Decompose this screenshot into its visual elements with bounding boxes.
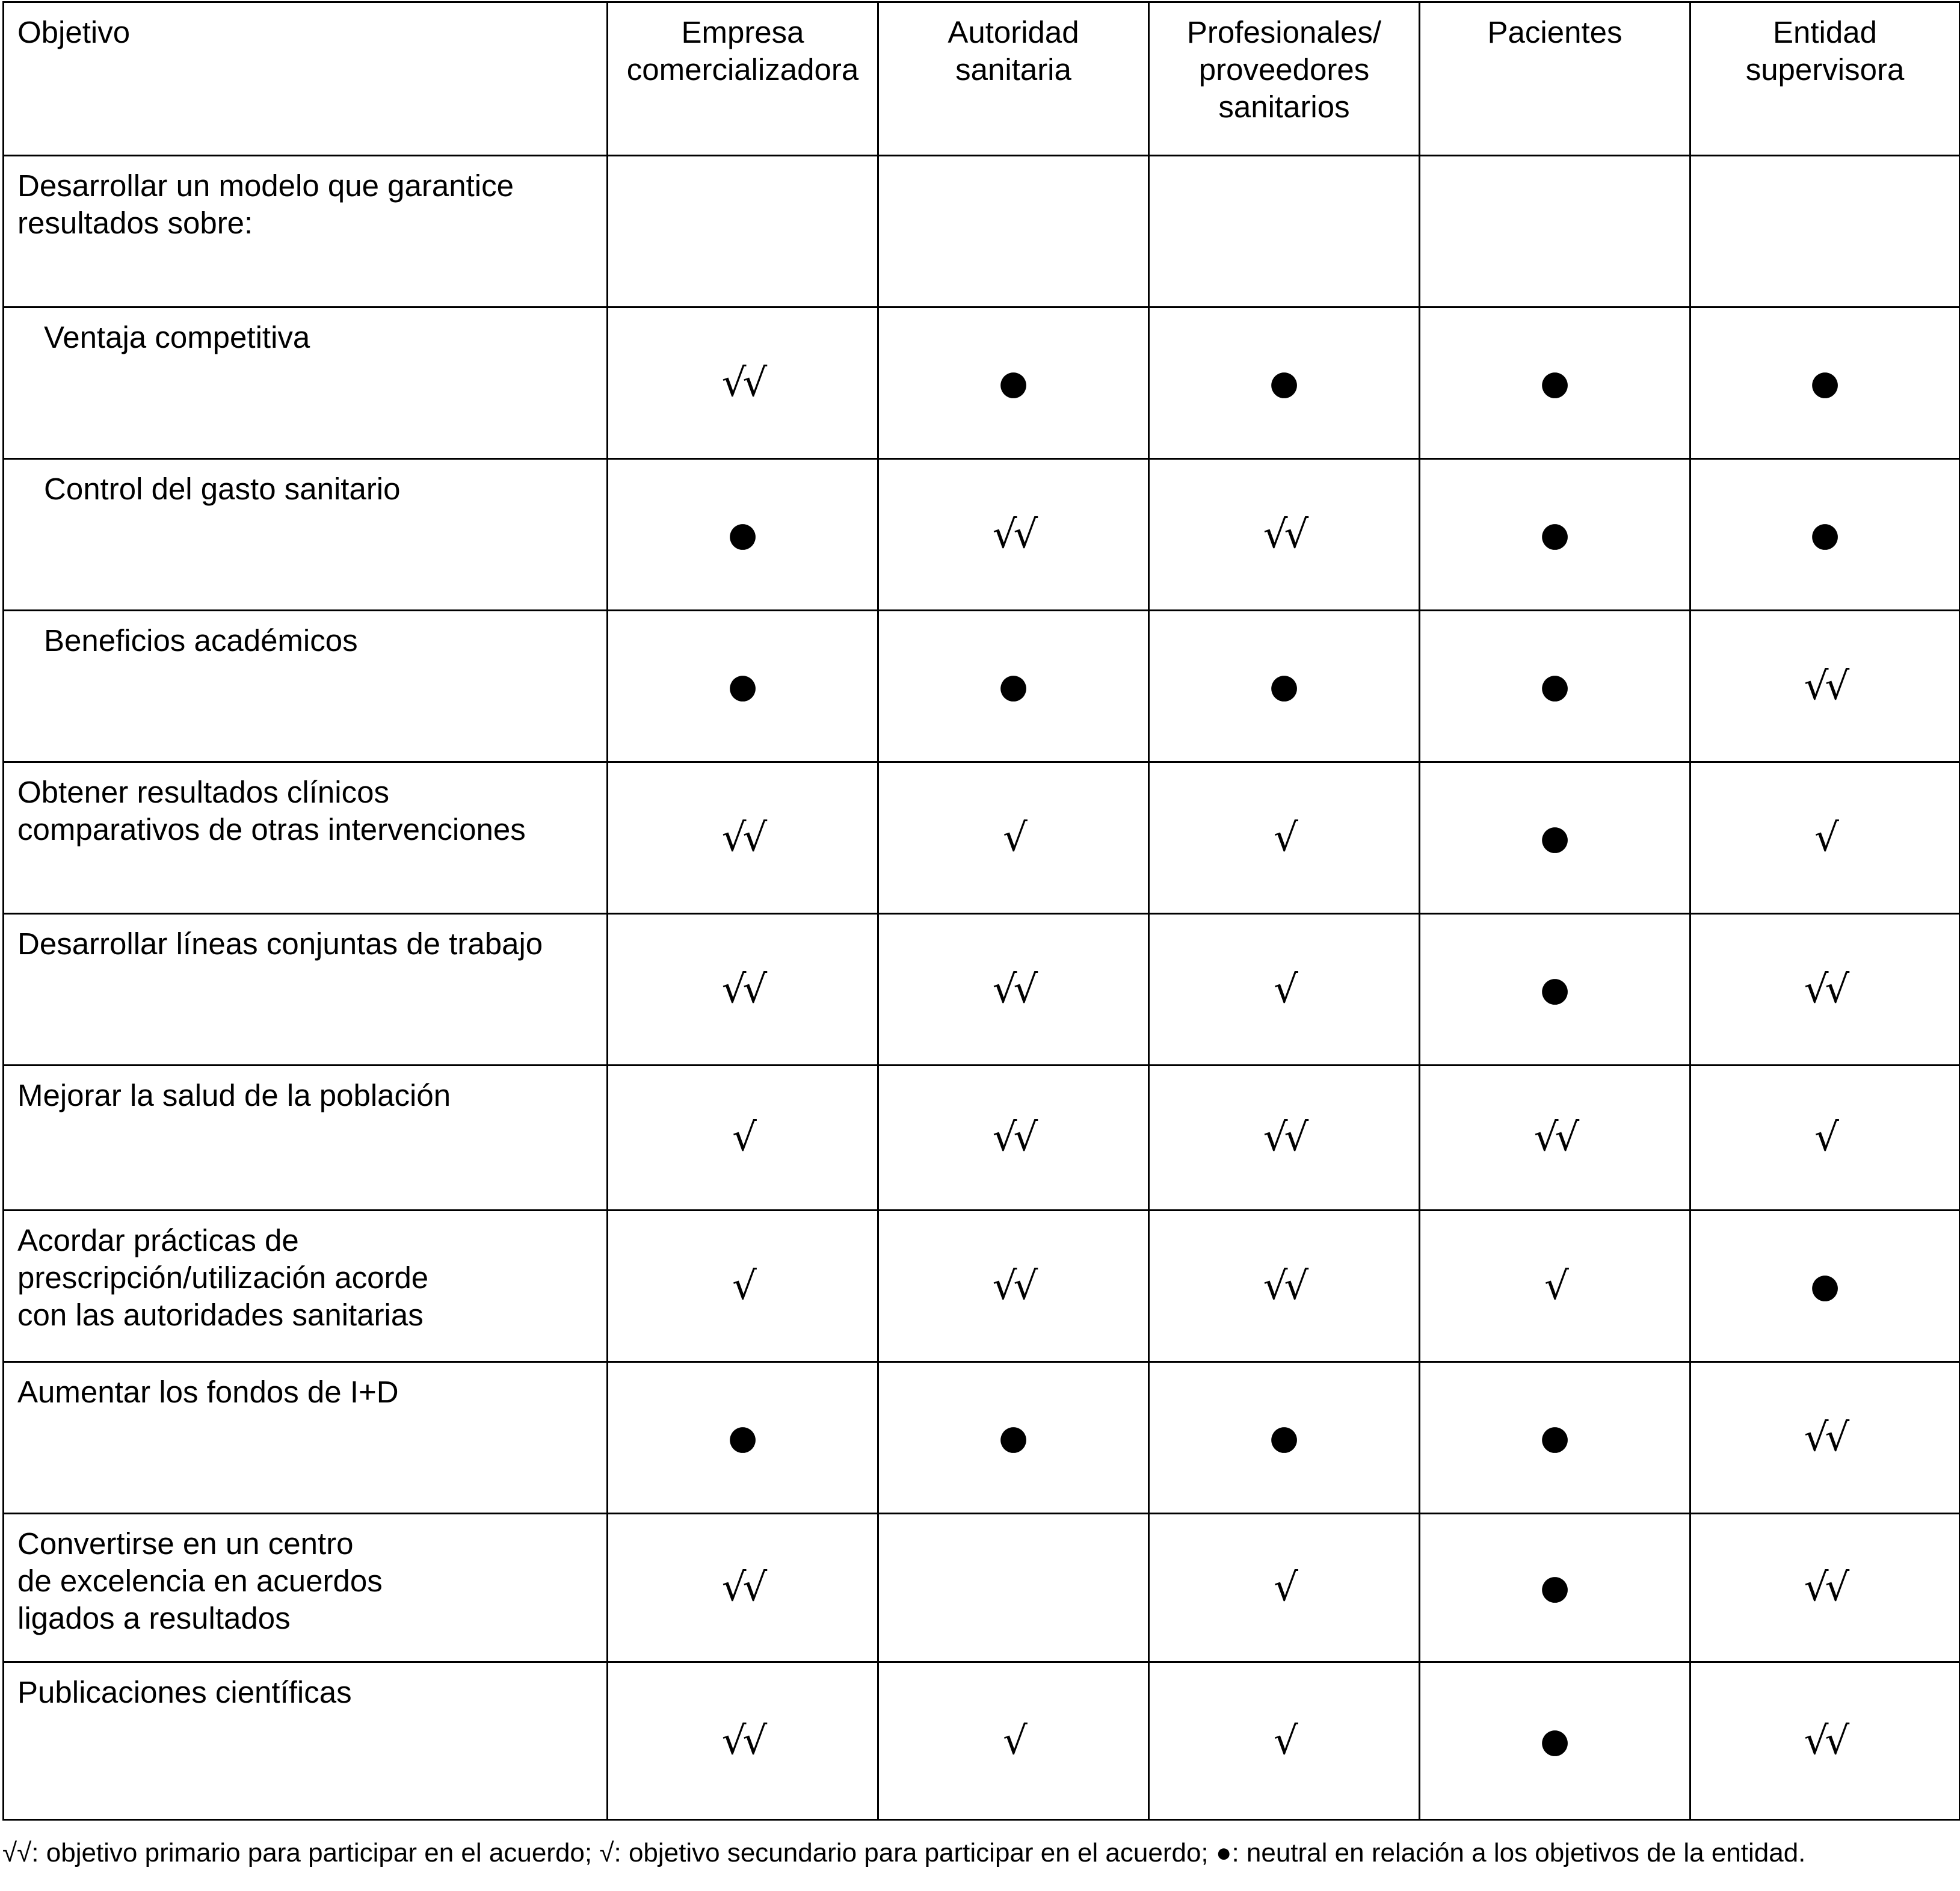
text-line: Beneficios académicos [44, 623, 358, 658]
neutral-mark: ● [1540, 969, 1570, 1009]
neutral-mark: ● [728, 514, 757, 554]
text-line: Obtener resultados clínicos [17, 775, 389, 809]
mark-cell [1690, 307, 1960, 459]
objective-cell [4, 1362, 608, 1514]
neutral-mark: ● [1269, 363, 1299, 403]
text-line: Control del gasto sanitario [44, 472, 401, 506]
primary-objective-mark: √√ [1804, 1566, 1846, 1610]
secondary-objective-mark: √ [732, 1115, 753, 1160]
objective-cell [4, 611, 608, 762]
mark-cell [1420, 1362, 1690, 1514]
mark-cell [878, 1066, 1149, 1211]
mark-cell [1690, 156, 1960, 307]
table-row [4, 1066, 1960, 1211]
mark-cell [1149, 1362, 1420, 1514]
mark-cell [608, 611, 878, 762]
mark-cell [1420, 1514, 1690, 1662]
entidad-header [1690, 2, 1960, 156]
mark-cell [878, 1211, 1149, 1362]
header-row [4, 2, 1960, 156]
primary-objective-mark: √√ [721, 1718, 764, 1763]
text-line: Desarrollar líneas conjuntas de trabajo [17, 927, 543, 961]
objective-cell [4, 1514, 608, 1662]
secondary-objective-mark: √ [1274, 815, 1295, 860]
mark-cell [878, 1362, 1149, 1514]
mark-cell [1690, 1211, 1960, 1362]
mark-cell [1690, 1662, 1960, 1820]
mark-cell [1149, 914, 1420, 1066]
objective-cell [4, 914, 608, 1066]
objective-cell [4, 459, 608, 611]
neutral-mark: ● [1269, 666, 1299, 706]
objective-cell [4, 1662, 608, 1820]
text-line: sanitaria [955, 52, 1071, 87]
text-line: Autoridad [948, 15, 1079, 49]
mark-cell [878, 1662, 1149, 1820]
empresa-header [608, 2, 878, 156]
mark-cell [878, 459, 1149, 611]
text-line: sanitarios [1218, 90, 1350, 124]
text-line: Entidad [1773, 15, 1877, 49]
text-line: comparativos de otras intervenciones [17, 812, 526, 847]
secondary-objective-mark: √ [1814, 815, 1835, 860]
primary-objective-mark: √√ [1804, 967, 1846, 1012]
secondary-objective-mark: √ [1003, 815, 1024, 860]
mark-cell [1690, 1514, 1960, 1662]
mark-cell [1149, 1066, 1420, 1211]
text-line: prescripción/utilización acorde [17, 1260, 429, 1295]
neutral-mark: ● [999, 363, 1028, 403]
neutral-mark: ● [999, 1417, 1028, 1457]
neutral-mark: ● [1540, 1721, 1570, 1760]
text-line: Pacientes [1487, 15, 1623, 49]
mark-cell [1690, 1066, 1960, 1211]
table-row [4, 611, 1960, 762]
primary-objective-mark: √√ [721, 967, 764, 1012]
mark-cell [1420, 1662, 1690, 1820]
text-line: comercializadora [626, 52, 859, 87]
mark-cell [878, 1514, 1149, 1662]
objective-cell [4, 1066, 608, 1211]
text-line: proveedores [1198, 52, 1370, 87]
neutral-mark: ● [1540, 1417, 1570, 1457]
mark-cell [1420, 611, 1690, 762]
mark-cell [878, 156, 1149, 307]
secondary-objective-mark: √ [1814, 1115, 1835, 1160]
text-line: Publicaciones científicas [17, 1675, 352, 1709]
neutral-mark: ● [1269, 1417, 1299, 1457]
mark-cell [1149, 762, 1420, 914]
primary-objective-mark: √√ [992, 1263, 1035, 1309]
mark-cell [1149, 1211, 1420, 1362]
primary-objective-mark: √√ [1263, 1115, 1305, 1160]
neutral-mark: ● [1540, 1568, 1570, 1607]
mark-cell [1420, 1211, 1690, 1362]
autoridad-header [878, 2, 1149, 156]
mark-cell [1149, 307, 1420, 459]
table-row [4, 1662, 1960, 1820]
text-line: Acordar prácticas de [17, 1223, 299, 1257]
table-row [4, 459, 1960, 611]
primary-objective-mark: √√ [1804, 1718, 1846, 1763]
text-line: Desarrollar un modelo que garantice [17, 168, 514, 203]
table-row [4, 1362, 1960, 1514]
primary-objective-mark: √√ [1804, 1415, 1846, 1460]
table-row [4, 762, 1960, 914]
primary-objective-mark: √√ [721, 815, 764, 860]
primary-objective-mark: √√ [992, 967, 1035, 1012]
pacientes-header [1420, 2, 1690, 156]
table-row [4, 914, 1960, 1066]
mark-cell [1149, 1514, 1420, 1662]
mark-cell [608, 1514, 878, 1662]
objective-cell [4, 1211, 608, 1362]
mark-cell [608, 307, 878, 459]
neutral-mark: ● [728, 1417, 757, 1457]
objective-header [4, 2, 608, 156]
mark-cell [1149, 156, 1420, 307]
mark-cell [608, 1662, 878, 1820]
mark-cell [1420, 307, 1690, 459]
primary-objective-mark: √√ [1263, 512, 1305, 557]
neutral-mark: ● [1540, 363, 1570, 403]
secondary-objective-mark: √ [1274, 1566, 1295, 1610]
text-line: Mejorar la salud de la población [17, 1078, 451, 1112]
mark-cell [1420, 156, 1690, 307]
primary-objective-mark: √√ [1263, 1263, 1305, 1309]
secondary-objective-mark: √ [1274, 1718, 1295, 1763]
secondary-objective-mark: √ [1003, 1718, 1024, 1763]
neutral-mark: ● [1810, 1266, 1840, 1306]
text-line: resultados sobre: [17, 206, 253, 240]
neutral-mark: ● [1540, 666, 1570, 706]
mark-cell [608, 1066, 878, 1211]
mark-cell [608, 1211, 878, 1362]
objective-cell [4, 762, 608, 914]
secondary-objective-mark: √ [732, 1263, 753, 1309]
table-legend: √√: objetivo primario para participar en el acuerdo; √: objetivo secundario para participar en el acuerdo; ●: neutral en relación a los objetivos de la entidad. [2, 1838, 1806, 1868]
primary-objective-mark: √√ [992, 512, 1035, 557]
primary-objective-mark: √√ [1804, 664, 1846, 709]
objectives-table [2, 1, 1960, 1821]
table-row [4, 307, 1960, 459]
mark-cell [1149, 459, 1420, 611]
mark-cell [608, 914, 878, 1066]
primary-objective-mark: √√ [992, 1115, 1035, 1160]
objective-cell [4, 307, 608, 459]
primary-objective-mark: √√ [1533, 1115, 1576, 1160]
mark-cell [1420, 762, 1690, 914]
mark-cell [1690, 914, 1960, 1066]
text-line: Empresa [681, 15, 804, 49]
primary-objective-mark: √√ [721, 1566, 764, 1610]
mark-cell [1149, 611, 1420, 762]
objective-cell [4, 156, 608, 307]
secondary-objective-mark: √ [1274, 967, 1295, 1012]
text-line: Aumentar los fondos de I+D [17, 1375, 399, 1409]
mark-cell [878, 914, 1149, 1066]
text-line: con las autoridades sanitarias [17, 1298, 424, 1332]
table-row [4, 1514, 1960, 1662]
mark-cell [1690, 611, 1960, 762]
neutral-mark: ● [1810, 514, 1840, 554]
text-line: de excelencia en acuerdos [17, 1564, 383, 1598]
secondary-objective-mark: √ [1544, 1263, 1565, 1309]
profesionales-header [1149, 2, 1420, 156]
text-line: supervisora [1745, 52, 1905, 87]
neutral-mark: ● [1540, 818, 1570, 857]
table-row [4, 1211, 1960, 1362]
neutral-mark: ● [1810, 363, 1840, 403]
mark-cell [878, 611, 1149, 762]
mark-cell [1149, 1662, 1420, 1820]
text-line: Objetivo [17, 15, 131, 49]
mark-cell [608, 156, 878, 307]
mark-cell [1420, 459, 1690, 611]
text-line: ligados a resultados [17, 1601, 291, 1635]
neutral-mark: ● [999, 666, 1028, 706]
primary-objective-mark: √√ [721, 360, 764, 406]
text-line: Profesionales/ [1186, 15, 1382, 49]
text-line: Convertirse en un centro [17, 1526, 354, 1561]
mark-cell [608, 1362, 878, 1514]
mark-cell [878, 762, 1149, 914]
mark-cell [1420, 914, 1690, 1066]
mark-cell [1690, 762, 1960, 914]
neutral-mark: ● [1540, 514, 1570, 554]
mark-cell [608, 762, 878, 914]
text-line: Ventaja competitiva [44, 320, 310, 354]
mark-cell [1690, 1362, 1960, 1514]
mark-cell [1690, 459, 1960, 611]
mark-cell [608, 459, 878, 611]
mark-cell [1420, 1066, 1690, 1211]
neutral-mark: ● [728, 666, 757, 706]
table-row [4, 156, 1960, 307]
mark-cell [878, 307, 1149, 459]
